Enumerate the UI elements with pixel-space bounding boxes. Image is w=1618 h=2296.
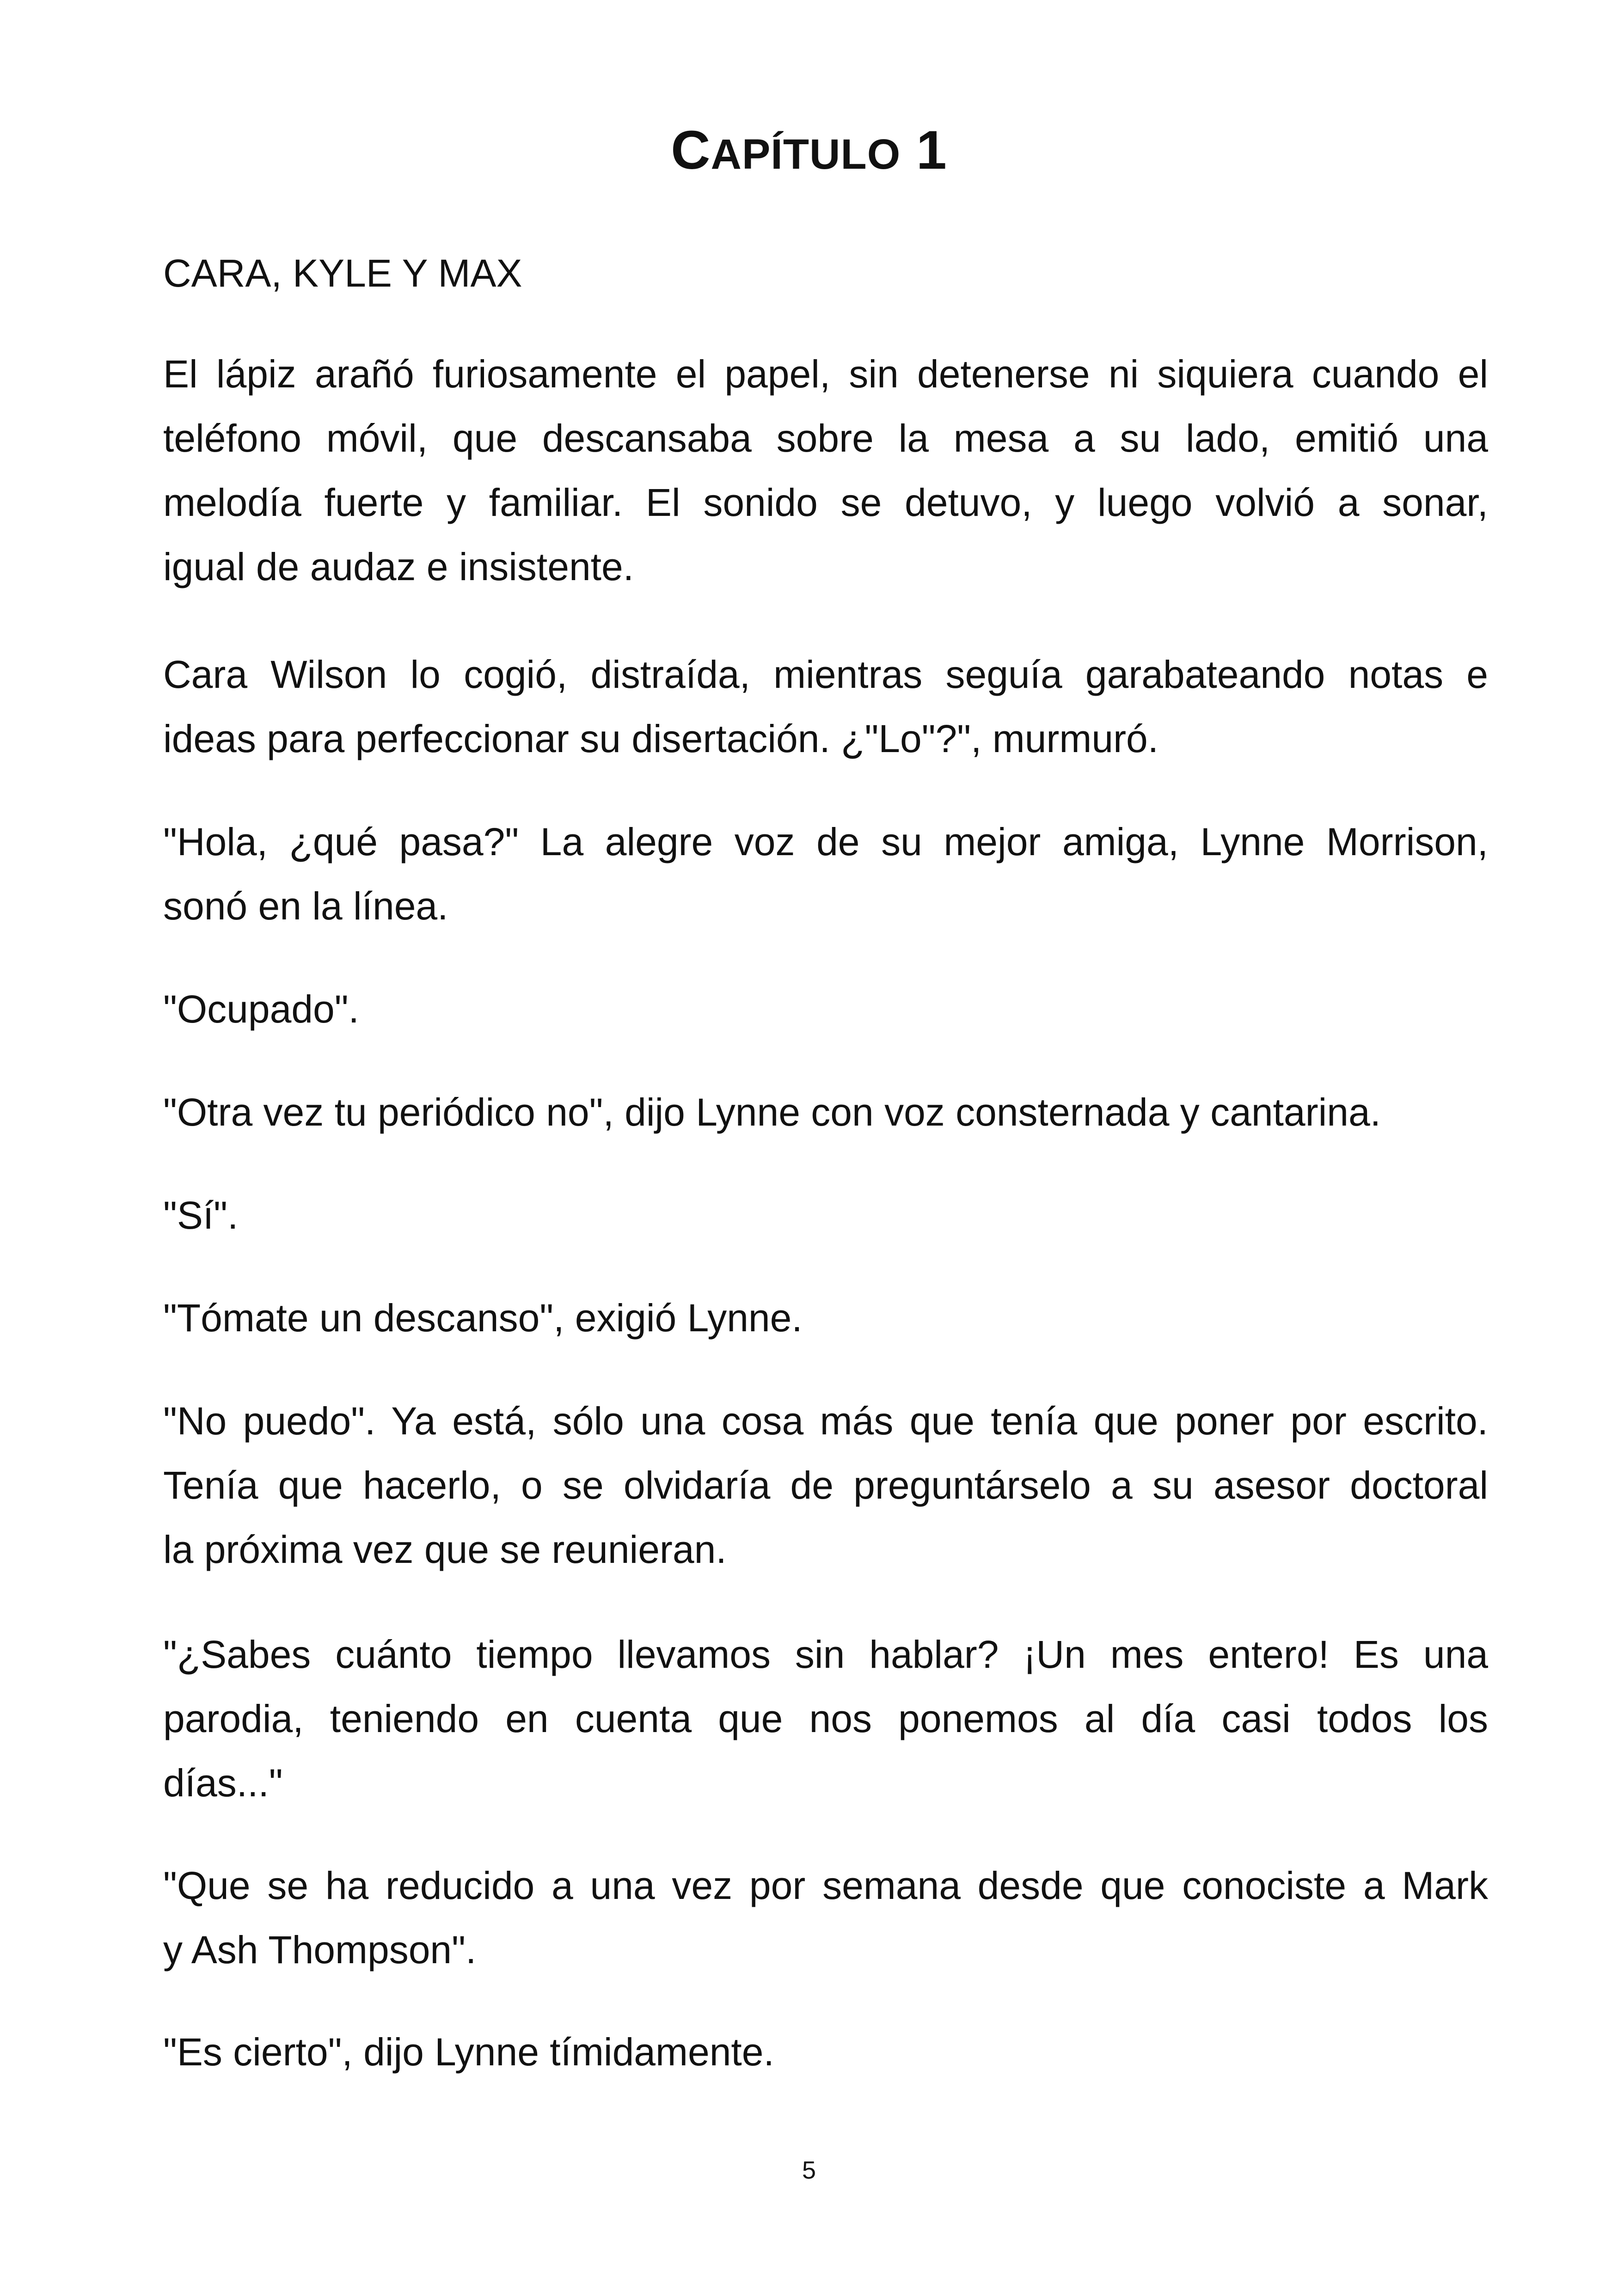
- paragraph: [163, 342, 1488, 599]
- paragraph: [163, 643, 1488, 771]
- paragraph-line: El lápiz arañó furiosamente el papel, sin detenerse ni siquiera cuando el: [163, 352, 1488, 396]
- paragraph-line: sonó en la línea.: [163, 884, 448, 928]
- paragraph: [163, 1286, 1488, 1350]
- paragraph-line: ideas para perfeccionar su disertación. ¿"Lo"?", murmuró.: [163, 717, 1159, 760]
- paragraph: [163, 810, 1488, 938]
- paragraph: [163, 1389, 1488, 1582]
- chapter-number: 1: [916, 120, 947, 181]
- chapter-title-initial: C: [671, 120, 711, 181]
- paragraph-line: "Otra vez tu periódico no", dijo Lynne con voz consternada y cantarina.: [163, 1090, 1381, 1134]
- chapter-title-rest: APÍTULO: [711, 131, 901, 178]
- paragraph-line: Cara Wilson lo cogió, distraída, mientras seguía garabateando notas e: [163, 653, 1488, 696]
- paragraph-line: días...": [163, 1761, 283, 1805]
- paragraph-line: "Es cierto", dijo Lynne tímidamente.: [163, 2030, 774, 2074]
- paragraph-line: melodía fuerte y familiar. El sonido se detuvo, y luego volvió a sonar,: [163, 481, 1488, 524]
- paragraph-line: y Ash Thompson".: [163, 1928, 477, 1971]
- paragraph: [163, 1854, 1488, 1982]
- paragraph-line: "No puedo". Ya está, sólo una cosa más que tenía que poner por escrito.: [163, 1399, 1488, 1443]
- paragraph: [163, 977, 1488, 1041]
- paragraph: [163, 1623, 1488, 1815]
- paragraph-line: teléfono móvil, que descansaba sobre la mesa a su lado, emitió una: [163, 416, 1488, 460]
- paragraph: [163, 1080, 1488, 1145]
- paragraph-line: "Tómate un descanso", exigió Lynne.: [163, 1296, 803, 1340]
- paragraph-line: la próxima vez que se reunieran.: [163, 1528, 727, 1571]
- paragraph-line: parodia, teniendo en cuenta que nos ponemos al día casi todos los: [163, 1697, 1488, 1740]
- paragraph-line: "Ocupado".: [163, 987, 359, 1031]
- paragraph-line: "Hola, ¿qué pasa?" La alegre voz de su mejor amiga, Lynne Morrison,: [163, 820, 1488, 863]
- paragraph: [163, 1183, 1488, 1248]
- paragraph-line: "¿Sabes cuánto tiempo llevamos sin hablar? ¡Un mes entero! Es una: [163, 1633, 1488, 1676]
- paragraph-line: "Sí".: [163, 1194, 239, 1237]
- section-heading: CARA, KYLE Y MAX: [163, 251, 522, 295]
- paragraph: [163, 2020, 1488, 2084]
- page-number: 5: [802, 2156, 816, 2184]
- paragraph-line: "Que se ha reducido a una vez por semana desde que conociste a Mark: [163, 1864, 1488, 1907]
- paragraph-line: igual de audaz e insistente.: [163, 545, 634, 588]
- paragraph-line: Tenía que hacerlo, o se olvidaría de preguntárselo a su asesor doctoral: [163, 1463, 1488, 1507]
- chapter-title: [0, 116, 1618, 189]
